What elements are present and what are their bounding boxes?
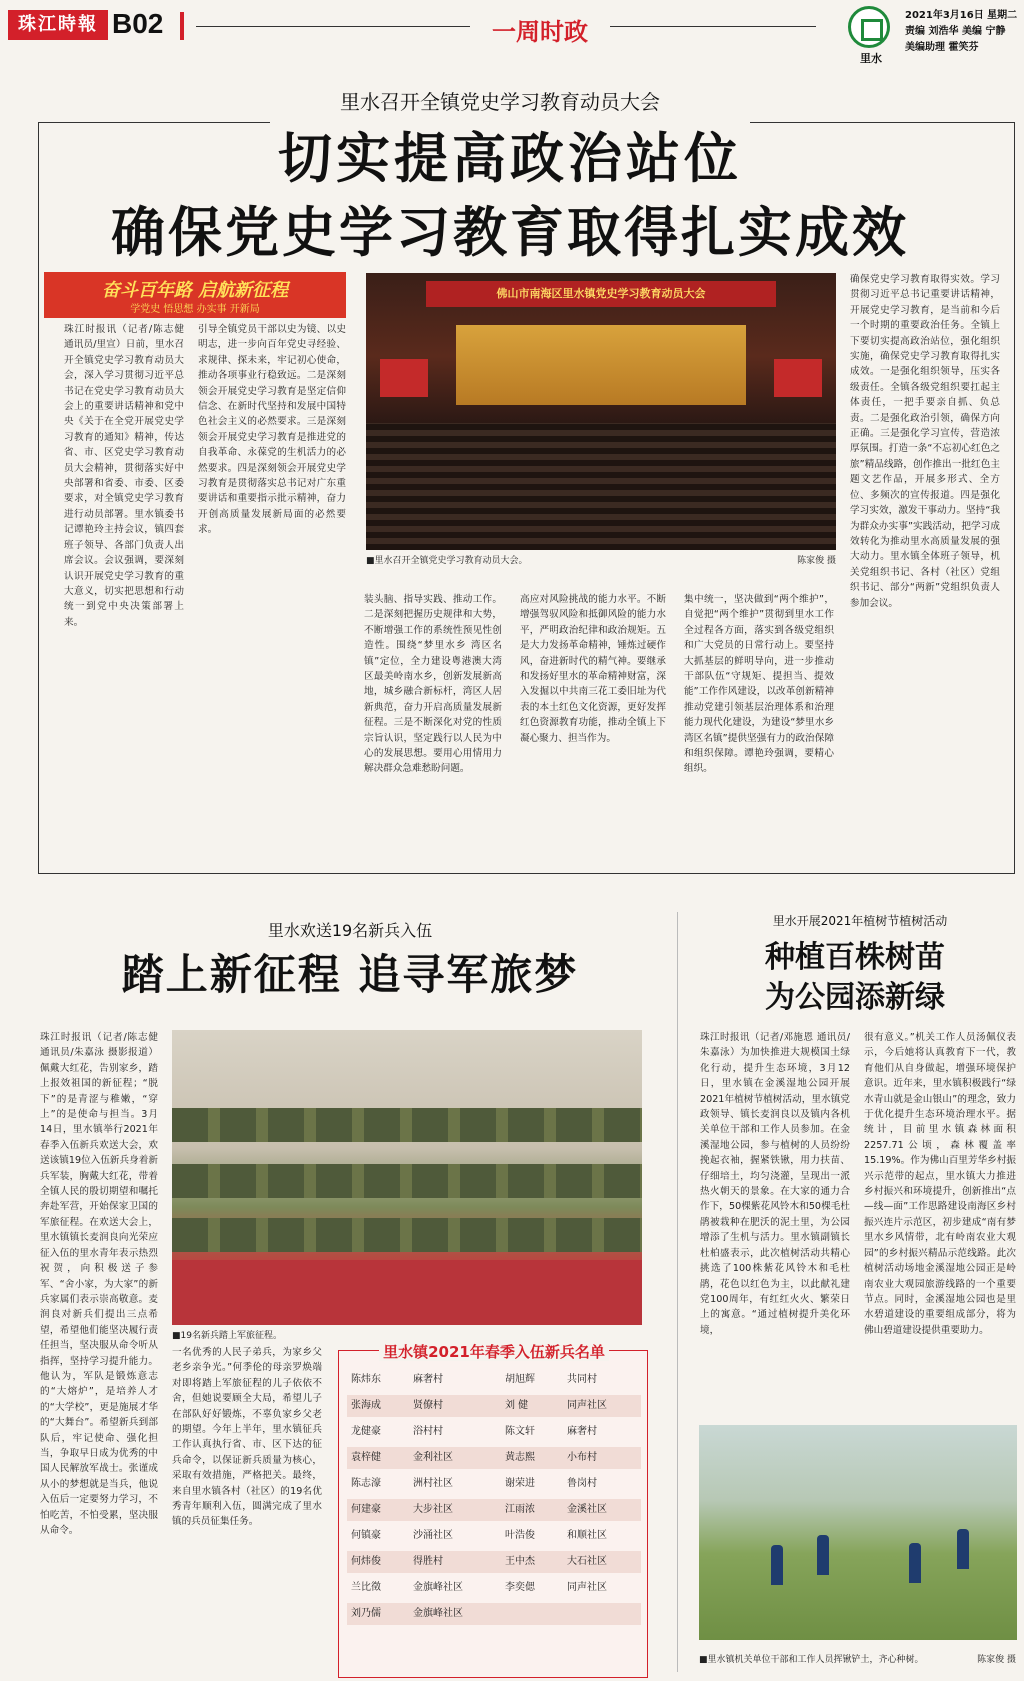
- red-table: [172, 1260, 642, 1325]
- article3-column-2: 很有意义。”机关工作人员汤佩仪表示，今后她将认真教育下一代，教育他们从自身做起，增强环境保护意识。近年来，里水镇积极践行“绿水青山就是金山银山”的理念，致力于优化提升生态环境治理水平。据统计，目前里水镇森林面积2257.71公顷，森林覆盖率15.19%。作为佛山百里芳华乡村振兴示范带的起点，里水镇大力推进乡村振兴和环境提升，创新推出“点—线—面”工作思路建设南海区乡村振兴连片示范区，初步建成“南有梦里水乡风情带，北有岭南农业大观园”的乡村振兴精品示范线路。此次植树活动场地金溪湿地公园正是岭南农业大观园旅游线路的一个重要节点。同时，金溪湿地公园也是里水碧道建设的重要组成部分，将为佛山碧道建设提供重要助力。: [864, 1032, 1016, 1336]
- masthead-red-bar: [180, 12, 184, 40]
- issue-date: 2021年3月16日 星期二: [905, 10, 1018, 21]
- article2-headline: 踏上新征程 追寻军旅梦: [121, 950, 579, 999]
- recruits-row-back: [172, 1108, 642, 1142]
- meeting-photo-caption: ■里水召开全镇党史学习教育动员大会。: [366, 556, 528, 566]
- article2-column-2: 一名优秀的人民子弟兵，为家乡父老乡亲争光。”何季伦的母亲罗焕端对即将踏上军旅征程的儿子依依不舍，但她说要顾全大局，希望儿子在部队好好锻炼，不辜负家乡父老的期望。今年上半年，里水镇征兵工作认真执行省、市、区下达的征兵命令，以保证新兵质量为核心，采取有效措施，严格把关。最终，来自里水镇各村（社区）的19名优秀青年顺利入伍，圆满完成了里水镇的兵员征集任务。: [172, 1347, 322, 1528]
- list-item: 何炜俊 得胜村 王中杰 大石社区: [347, 1551, 641, 1573]
- editor-line: 责编 刘浩华 美编 宁静: [905, 26, 1006, 37]
- issue-meta: [905, 8, 1023, 56]
- recruit-list-title: 里水镇2021年春季入伍新兵名单: [339, 1341, 649, 1362]
- list-item: 袁梓健 金利社区 黄志熙 小布村: [347, 1447, 641, 1469]
- article1-headline-line1: 切实提高政治站位: [270, 116, 750, 193]
- recruits-row-middle: [172, 1164, 642, 1198]
- article1-column-1: 珠江时报讯（记者/陈志健 通讯员/里宣）日前，里水召开全镇党史学习教育动员大会，深入学习贯彻习近平总书记在党史学习教育动员大会上的重要讲话精神和党中央《关于在全党开展党史学习教育的通知》精神，传达省、市、区党史学习教育动员大会精神，贯彻落实好中央部署和省委、市委、区委要求，对全镇党史学习教育进行动员部署。里水镇委书记谭艳玲主持会议，镇四套班子领导、各部门负责人出席会议。会议强调，要深刻认识开展党史学习教育的重大意义，切实把思想和行动统一到党中央决策部署上来。: [64, 324, 184, 628]
- article1-kicker: 里水召开全镇党史学习教育动员大会: [340, 90, 660, 114]
- left-screen: [380, 359, 428, 397]
- right-screen: [774, 359, 822, 397]
- recruits-photo: [172, 1030, 642, 1325]
- meeting-photo-credit: 陈家俊 摄: [797, 556, 836, 566]
- planter-figure: [771, 1545, 783, 1585]
- meeting-photo-stage-banner: [426, 281, 776, 307]
- article2-kicker: 里水欢送19名新兵入伍: [267, 921, 433, 940]
- recruit-name-list: [338, 1343, 648, 1678]
- recruits-photo-caption: ■19名新兵踏上军旅征程。: [172, 1331, 282, 1341]
- article3-kicker: 里水开展2021年植树节植树活动: [772, 914, 948, 928]
- tree-photo-credit: 陈家俊 摄: [977, 1655, 1016, 1665]
- list-item: 何镇豪 沙涌社区 叶浩俊 和顺社区: [351, 1530, 607, 1541]
- assistant-line: 美编助理 霍笑芬: [905, 42, 979, 53]
- section-title: 一周时政: [470, 12, 610, 47]
- meeting-photo-banner-text: 佛山市南海区里水镇党史学习教育动员大会: [496, 287, 706, 300]
- column-divider: [677, 912, 678, 1672]
- article1-column-6: 确保党史学习教育取得实效。学习贯彻习近平总书记重要讲话精神，开展党史学习教育，是当前和今后一个时期的重要政治任务。全镇上下要切实提高政治站位，强化组织实施，确保党史学习教育取得扎实成效。一是强化组织领导，压实各级责任。全镇各级党组织要扛起主体责任，一把手要亲自抓、负总责。二是强化政治引领，确保方向正确。三是强化学习宣传，营造浓厚氛围。打造一条“不忘初心红色之旅”精品线路，创作推出一批红色主题文艺作品，开展多形式、全方位、多频次的宣传报道。四是强化学习实效，激发干事动力。坚持“我为群众办实事”实践活动，把学习成效转化为推动里水高质量发展的强大动力。里水镇全体班子领导，机关党组织书记、各村（社区）党组织书记、部分“两新”党组织负责人参加会议。: [850, 274, 1000, 609]
- town-emblem-text: 里水: [860, 52, 882, 65]
- party-history-banner: [44, 272, 346, 318]
- list-item: 何建豪 大步社区 江雨浓 金溪社区: [347, 1499, 641, 1521]
- paper-logo: 珠江時報: [8, 10, 108, 40]
- list-item: 张海成 贤僚村 刘 健 同声社区: [347, 1395, 641, 1417]
- article3-headline-line2: 为公园添新绿: [765, 980, 945, 1015]
- planter-figure: [957, 1529, 969, 1569]
- meeting-photo: [366, 273, 836, 550]
- planter-figure: [817, 1535, 829, 1575]
- banner-slogan: 奋斗百年路 启航新征程: [101, 280, 289, 301]
- article1-column-5: 集中统一，坚决做到“两个维护”，自觉把“两个维护”贯彻到里水工作全过程各方面，落实到各级党组织和广大党员的日常行动上。要坚持大抓基层的鲜明导向，进一步推动干部队伍“守规矩、提担当、提效能”工作作风建设，以改革创新精神推动党建引领基层治理体系和治理能力现代化建设，为建设“梦里水乡 湾区名镇”提供坚强有力的政治保障和组织保障。谭艳玲强调，要精心组织。: [684, 594, 834, 775]
- audience-seats: [366, 423, 836, 550]
- list-item: 陈炜东 麻奢村 胡旭辉 共同村: [351, 1374, 597, 1385]
- page-number: B02: [112, 8, 164, 39]
- stage: [456, 325, 746, 405]
- list-item: 陈志濠 洲村社区 谢荣进 鲁岗村: [351, 1478, 597, 1489]
- article1-column-4: 高应对风险挑战的能力水平。不断增强驾驭风险和抵御风险的能力水平，严明政治纪律和政治规矩。五是大力发扬革命精神，锤炼过硬作风，奋进新时代的精气神。要继承和发扬好里水的革命精神财富，深入发掘以中共南三花工委旧址为代表的本土红色文化资源，更好发挥红色资源教育功能，推动全镇上下凝心聚力、担当作为。: [520, 594, 666, 744]
- tree-planting-photo: [699, 1425, 1017, 1640]
- planter-figure: [909, 1543, 921, 1583]
- banner-subslogan: 学党史 悟思想 办实事 开新局: [130, 304, 260, 315]
- recruits-row-front: [172, 1218, 642, 1252]
- masthead: [0, 0, 1024, 65]
- list-item: 刘乃儒 金旗峰社区: [347, 1603, 641, 1625]
- article1-column-2: 引导全镇党员干部以史为镜、以史明志，进一步向百年党史寻经验、求规律、探未来，牢记初心使命，推动各项事业行稳致远。二是深刻领会开展党史学习教育是坚定信仰信念、在新时代坚持和发展中国特色社会主义的必然要求。三是深刻领会开展党史学习教育是推进党的自我革命、永葆党的生机活力的必然要求。四是深刻领会开展党史学习教育是贯彻落实总书记对广东重要讲话和重要指示批示精神，奋力开创高质量发展新局面的必然要求。: [198, 324, 346, 536]
- article3-headline-line1: 种植百株树苗: [765, 940, 945, 975]
- list-item: 兰比徵 金旗峰社区 李奕偲 同声社区: [351, 1582, 607, 1593]
- article1-column-3: 装头脑、指导实践、推动工作。二是深刻把握历史规律和大势，不断增强工作的系统性预见性创造性。围绕“梦里水乡 湾区名镇”定位，全力建设粤港澳大湾区最美岭南水乡，创新发展新高地，城乡融合新标杆，湾区人居新典范，奋力开启高质量发展新征程。三是不断深化对党的性质宗旨认识，坚定践行以人民为中心的发展思想。要用心用情用力解决群众急难愁盼问题。: [364, 594, 502, 775]
- article3-column-1: 珠江时报讯（记者/邓施恩 通讯员/朱嘉泳）为加快推进大规模国土绿化行动，提升生态环境，3月12日，里水镇在金溪湿地公园开展2021年植树节植树活动，里水镇党政领导、镇长麦润良以及镇内各机关单位干部和工作人员参加。在金溪湿地公园，参与植树的人员纷纷挽起衣袖，握紧铁锹，用力扶苗、仔细培土，均匀浇灌，呈现出一派热火朝天的景象。在大家的通力合作下，50棵紫花风铃木和50棵毛杜鹃被栽种在肥沃的泥土里，为公园增添了生机与活力。里水镇副镇长杜柏盛表示，此次植树活动共精心挑选了100株紫花风铃木和毛杜鹃，花色以红色为主，以此献礼建党100周年，有红红火火、繁荣日上的寓意。“通过植树提升美化环境，: [700, 1032, 850, 1336]
- town-emblem-icon: [848, 6, 890, 48]
- list-item: 龙健豪 浴村村 陈文轩 麻奢村: [351, 1426, 597, 1437]
- tree-photo-caption: ■里水镇机关单位干部和工作人员挥锹铲土，齐心种树。: [699, 1655, 924, 1665]
- article2-column-1: 珠江时报讯（记者/陈志健 通讯员/朱嘉泳 摄影报道）佩戴大红花，告别家乡，踏上报效祖国的新征程；“脱下”的是青涩与稚嫩，“穿上”的是使命与担当。3月14日，里水镇举行2021年春季入伍新兵欢送大会，欢送该镇19位入伍新兵身着新兵军装，胸戴大红花，带着全镇人民的殷切期望和嘱托奔赴军营，开始保家卫国的军旅征程。在欢送大会上，里水镇镇长麦润良向光荣应征入伍的里水青年表示热烈祝贺，向积极送子参军、“舍小家，为大家”的新兵家属们表示崇高敬意。麦润良对新兵们提出三点希望，希望他们能坚决履行责任担当，坚决服从命令听从指挥，坚持学习提升能力。他认为，军队是锻炼意志的“大熔炉”，是培养人才的“大学校”，更是施展才华的“大舞台”。希望新兵到部队后，牢记使命、强化担当，争取早日成为优秀的中国人民解放军战士。张谨成从小的梦想就是当兵，他说入伍后一定要努力学习，不怕吃苦，不怕受累，坚决服从命令。: [40, 1032, 158, 1536]
- article1-headline-line2: 确保党史学习教育取得扎实成效: [111, 200, 909, 264]
